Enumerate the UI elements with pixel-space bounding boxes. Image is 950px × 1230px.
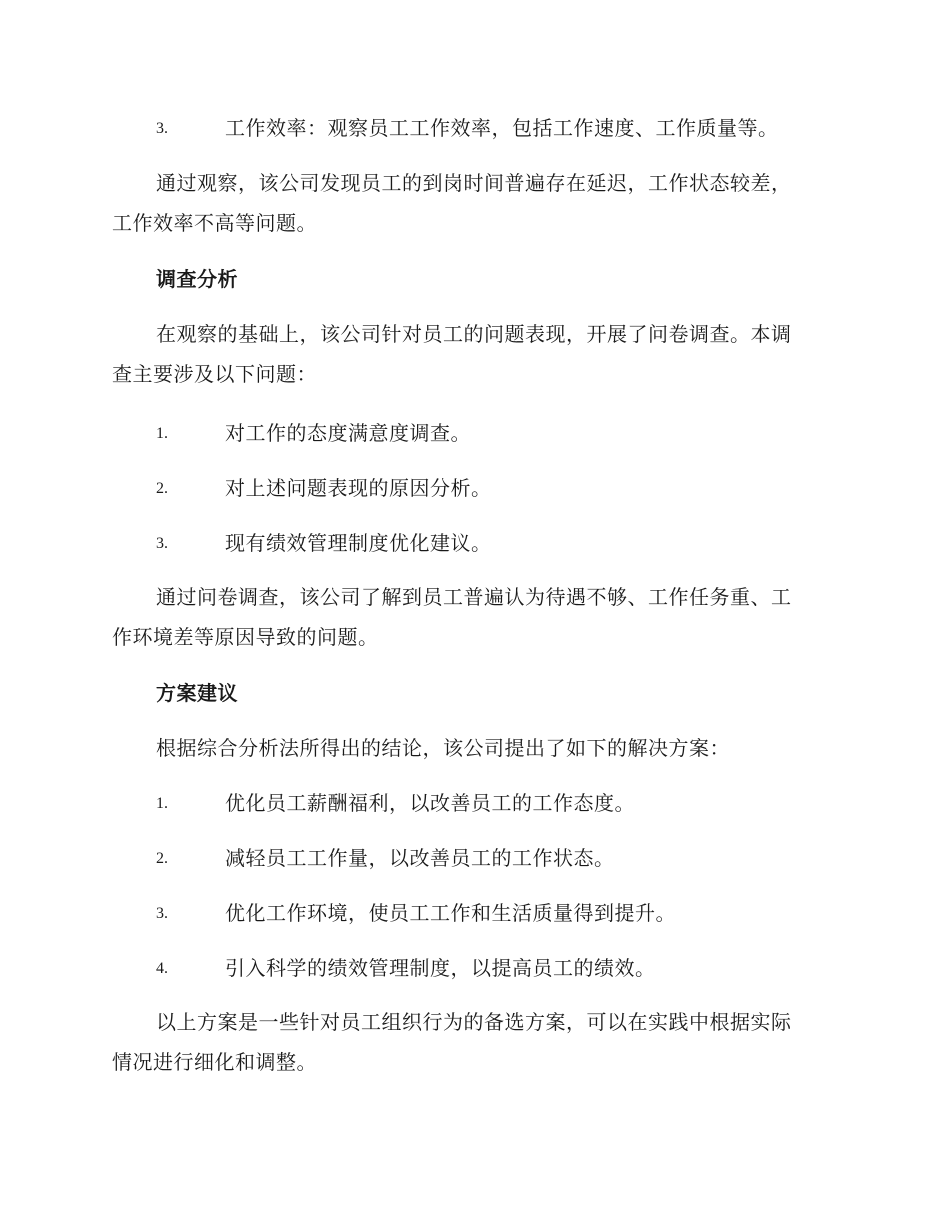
paragraph-line: 在观察的基础上，该公司针对员工的问题表现，开展了问卷调查。本调 <box>156 322 792 346</box>
paragraph-line: 查主要涉及以下问题： <box>112 362 317 386</box>
paragraph-line: 通过观察，该公司发现员工的到岗时间普遍存在延迟，工作状态较差， <box>156 171 792 195</box>
paragraph-line: 根据综合分析法所得出的结论，该公司提出了如下的解决方案： <box>156 736 730 760</box>
list-text: 优化员工薪酬福利，以改善员工的工作态度。 <box>225 791 635 815</box>
list-number: 1. <box>156 795 168 812</box>
paragraph-line: 情况进行细化和调整。 <box>112 1050 317 1074</box>
list-item <box>156 116 838 140</box>
list-text: 现有绩效管理制度优化建议。 <box>225 531 492 555</box>
list-number: 1. <box>156 425 168 442</box>
paragraph-line: 以上方案是一些针对员工组织行为的备选方案，可以在实践中根据实际 <box>156 1010 792 1034</box>
list-text: 工作效率：观察员工工作效率，包括工作速度、工作质量等。 <box>225 116 779 140</box>
list-number: 2. <box>156 850 168 867</box>
list-item <box>156 846 838 870</box>
paragraph-line: 通过问卷调查，该公司了解到员工普遍认为待遇不够、工作任务重、工 <box>156 585 792 609</box>
section-heading: 方案建议 <box>156 681 238 705</box>
list-number: 3. <box>156 535 168 552</box>
list-text: 优化工作环境，使员工工作和生活质量得到提升。 <box>225 901 676 925</box>
list-item <box>156 421 838 445</box>
list-number: 4. <box>156 960 168 977</box>
list-item <box>156 956 838 980</box>
list-text: 引入科学的绩效管理制度，以提高员工的绩效。 <box>225 956 656 980</box>
list-item <box>156 476 838 500</box>
paragraph-line: 工作效率不高等问题。 <box>112 211 317 235</box>
list-text: 对上述问题表现的原因分析。 <box>225 476 492 500</box>
section-heading: 调查分析 <box>156 267 238 291</box>
list-number: 3. <box>156 905 168 922</box>
paragraph-line: 作环境差等原因导致的问题。 <box>112 625 379 649</box>
list-number: 2. <box>156 480 168 497</box>
list-item <box>156 791 838 815</box>
list-text: 对工作的态度满意度调查。 <box>225 421 471 445</box>
list-text: 减轻员工工作量，以改善员工的工作状态。 <box>225 846 615 870</box>
list-item <box>156 901 838 925</box>
list-item <box>156 531 838 555</box>
list-number: 3. <box>156 120 168 137</box>
